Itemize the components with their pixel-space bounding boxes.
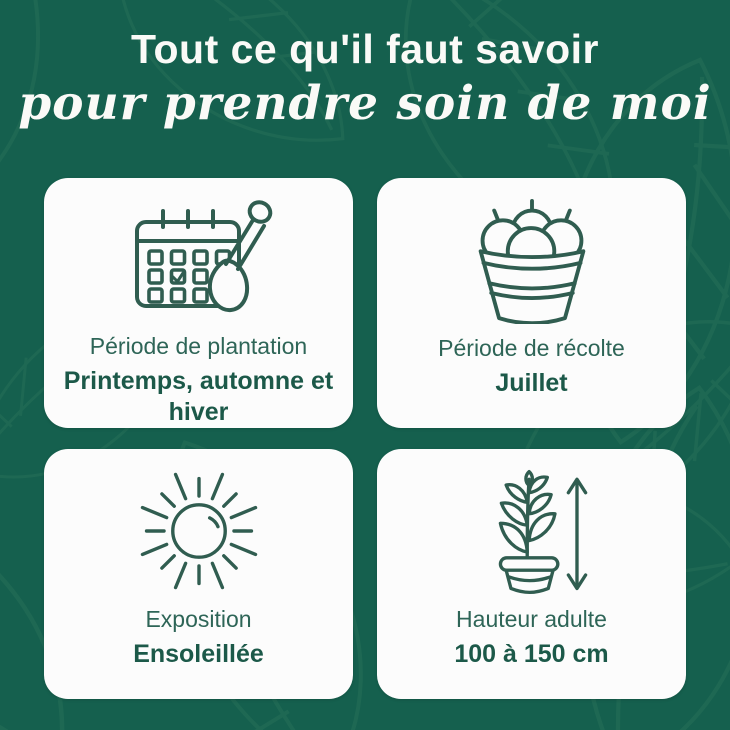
card-value: Ensoleillée — [133, 639, 264, 668]
page-title: Tout ce qu'il faut savoir — [131, 26, 599, 72]
card-planting-period — [44, 178, 353, 428]
header — [0, 26, 730, 132]
card-value: Juillet — [495, 368, 568, 397]
calendar-shovel-icon — [44, 190, 353, 328]
page-subtitle-script: pour prendre soin de moi — [18, 76, 712, 132]
card-label: Période de plantation — [89, 332, 308, 359]
card-harvest-period — [377, 178, 686, 428]
info-cards-grid — [44, 178, 686, 699]
plant-height-icon — [377, 461, 686, 601]
sun-icon — [44, 461, 353, 601]
harvest-basket-icon — [377, 190, 686, 330]
card-value: 100 à 150 cm — [454, 639, 609, 668]
card-label: Période de récolte — [438, 335, 625, 361]
card-value: Printemps, automne et hiver — [63, 366, 334, 426]
card-adult-height — [377, 449, 686, 699]
card-label: Exposition — [145, 606, 252, 632]
card-exposure — [44, 449, 353, 699]
card-label: Hauteur adulte — [456, 606, 607, 632]
